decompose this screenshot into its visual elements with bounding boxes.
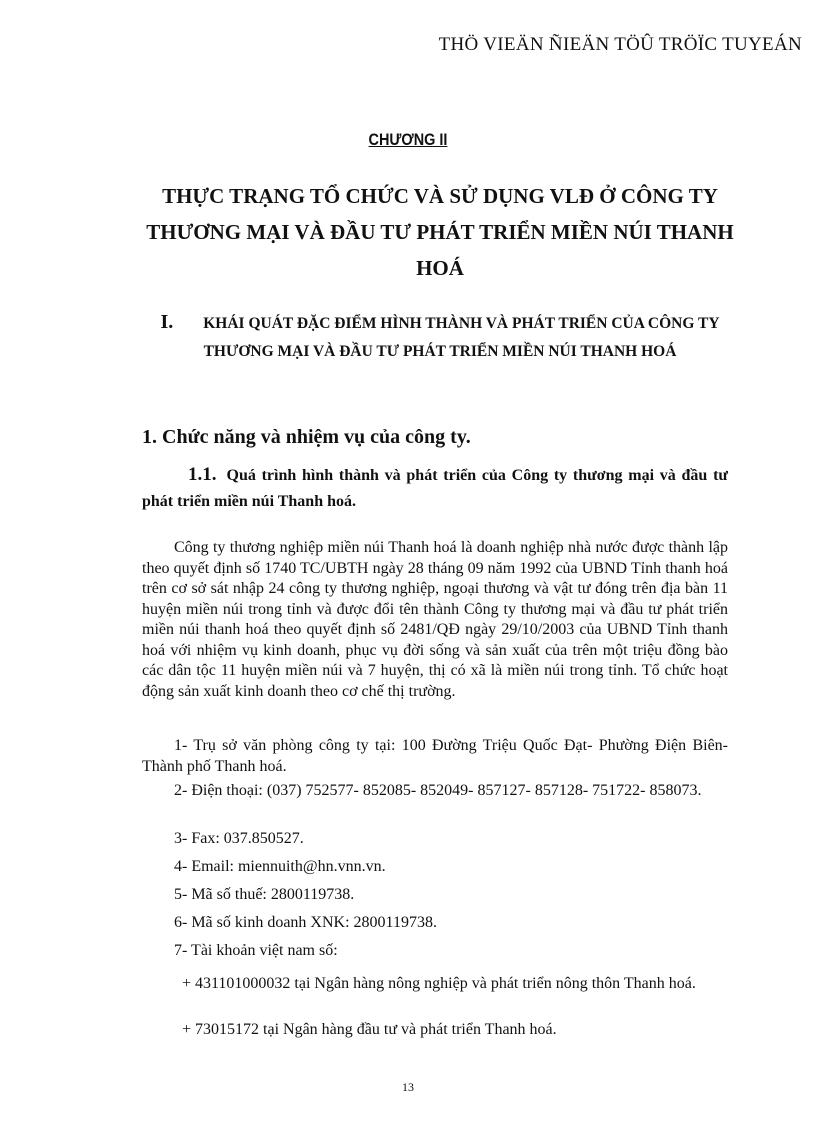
paragraph-email: 4- Email: miennuith@hn.vnn.vn. <box>174 858 386 875</box>
paragraph-bank-account-1: + 431101000032 tại Ngân hàng nông nghiệp và phát triển nông thôn Thanh hoá. <box>182 975 696 992</box>
subsection-heading: 1. Chức năng và nhiệm vụ của công ty. <box>142 426 471 448</box>
paragraph-business-code: 6- Mã số kinh doanh XNK: 2800119738. <box>174 914 437 931</box>
paragraph-tax-code: 5- Mã số thuế: 2800119738. <box>174 886 355 903</box>
page-number: 13 <box>402 1080 414 1094</box>
paragraph-fax: 3- Fax: 037.850527. <box>174 830 304 847</box>
header-watermark: THÖ VIEÄN ÑIEÄN TÖÛ TRÖÏC TUYEÁN <box>438 34 802 55</box>
paragraph-address: 1- Trụ sở văn phòng công ty tại: 100 Đường Triệu Quốc Đạt- Phường Điện Biên- Thành phố Thanh hoá. <box>142 737 728 775</box>
section-heading <box>140 308 740 366</box>
paragraph-bank-accounts: 7- Tài khoản việt nam số: <box>174 942 338 959</box>
sub-subsection-heading <box>142 462 728 515</box>
paragraph-intro: Công ty thương nghiệp miền núi Thanh hoá là doanh nghiệp nhà nước được thành lập theo quyết định số 1740 TC/UBTH ngày 28 tháng 09 năm 1992 của UBND Tỉnh thanh hoá trên cơ sở sát nhập 24 công ty thương nghiệp, ngoại thương và vật tư đóng trên địa bàn 11 huyện miền núi trong tỉnh và được đổi tên thành Công ty thương mại và đầu tư phát triển miền núi thanh hoá theo quyết định số 2481/QĐ ngày 29/10/2003 của UBND Tỉnh thanh hoá với nhiệm vụ kinh doanh, phục vụ đời sống và sản xuất của trên một triệu đồng bào các dân tộc 11 huyện miền núi và 7 huyện, thị có xã là miền núi trong tỉnh. Tổ chức hoạt động sản xuất kinh doanh theo cơ chế thị trường. <box>142 539 728 700</box>
paragraph-phone: 2- Điện thoại: (037) 752577- 852085- 852049- 857127- 857128- 751722- 858073. <box>174 782 702 799</box>
chapter-heading: CHƯƠNG II <box>368 130 448 149</box>
sub-subsection-number: 1.1. <box>188 464 217 485</box>
paragraph-bank-account-2: + 73015172 tại Ngân hàng đầu tư và phát triển Thanh hoá. <box>182 1021 557 1038</box>
section-number: I. <box>160 311 174 333</box>
sub-subsection-text: Quá trình hình thành và phát triển của Công ty thương mại và đầu tư phát triển miền núi Thanh hoá. <box>142 467 728 510</box>
section-title: KHÁI QUÁT ĐẶC ĐIỂM HÌNH THÀNH VÀ PHÁT TRIỂN CỦA CÔNG TY THƯƠNG MẠI VÀ ĐẦU TƯ PHÁT TRIỂN MIỀN NÚI THANH HOÁ <box>203 315 720 360</box>
chapter-title: THỰC TRẠNG TỔ CHỨC VÀ SỬ DỤNG VLĐ Ở CÔNG TY THƯƠNG MẠI VÀ ĐẦU TƯ PHÁT TRIỂN MIỀN NÚI THANH HOÁ <box>146 184 734 280</box>
